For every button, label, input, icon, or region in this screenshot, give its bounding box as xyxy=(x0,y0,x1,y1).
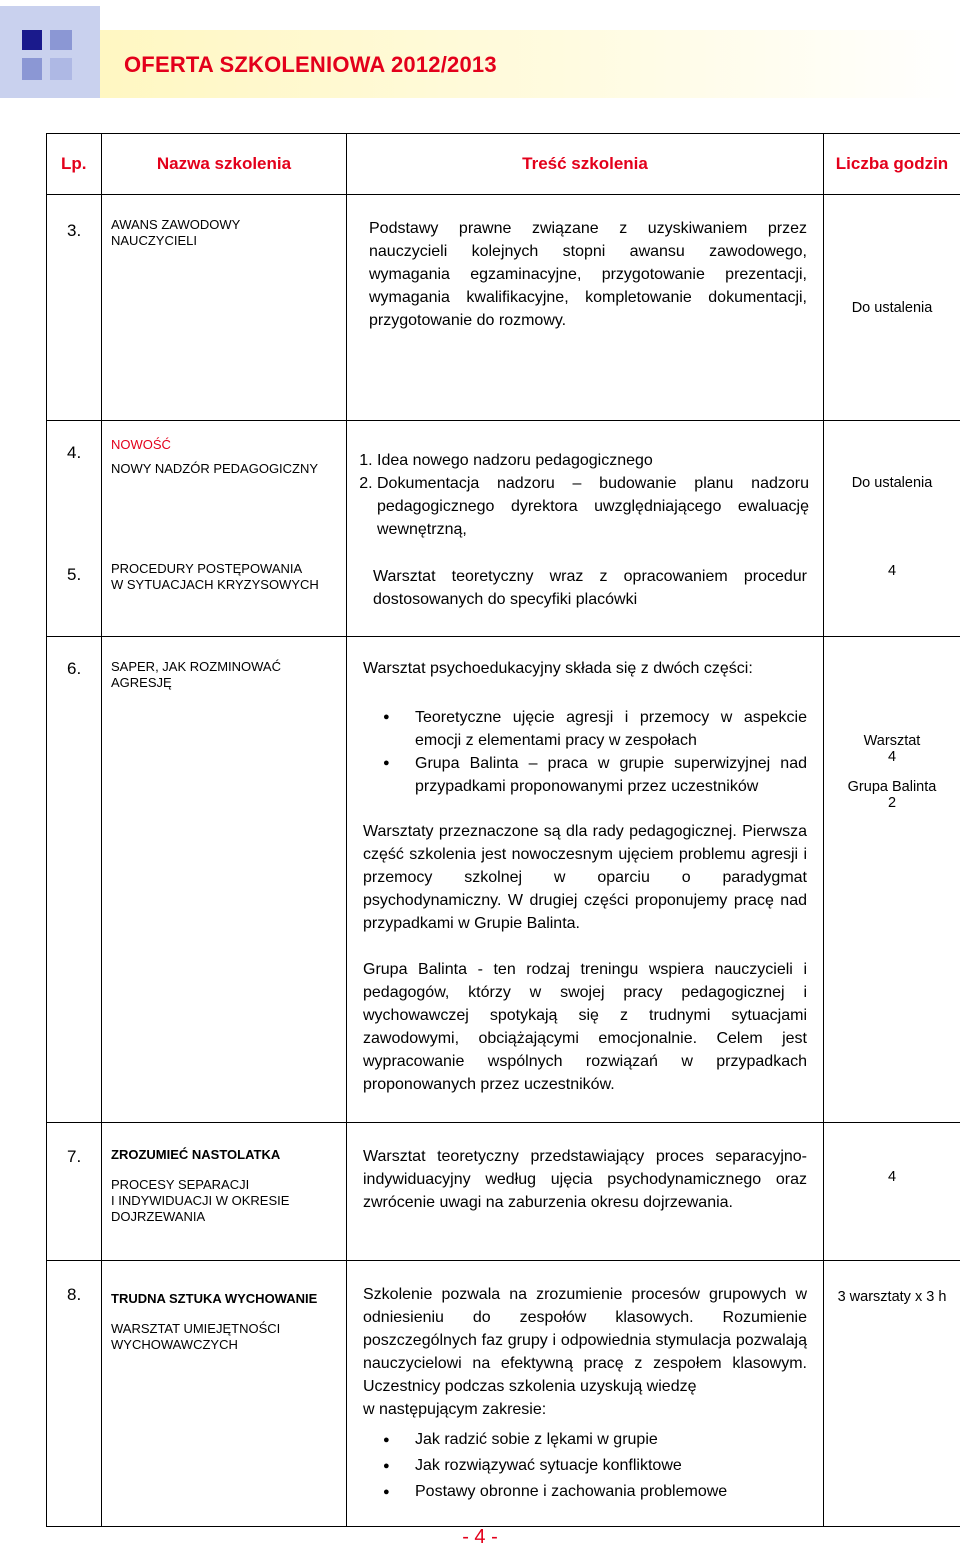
hours-line: Grupa Balinta xyxy=(847,779,937,795)
training-hours: 4 xyxy=(824,545,960,637)
training-hours: 3 warsztaty x 3 h xyxy=(824,1261,960,1527)
header-lp: Lp. xyxy=(47,134,102,195)
deco-square-bg xyxy=(0,6,100,98)
header-name: Nazwa szkolenia xyxy=(102,134,347,195)
training-name-line: NOWY NADZÓR PEDAGOGICZNY xyxy=(111,461,319,476)
training-name xyxy=(102,1261,347,1527)
row-number: 8. xyxy=(47,1261,102,1527)
training-name-line: PROCESY SEPARACJI xyxy=(111,1177,250,1192)
table-header-row xyxy=(47,134,960,195)
content-text: Podstawy prawne związane z uzyskiwaniem przez nauczycieli kolejnych stopni awansu zawodowego, wymagania egzaminacyjne, przygotowanie prezentacji, wymagania kwalifikacyjne, kompletowanie dokumentacji, przygotowanie do rozmowy. xyxy=(369,220,807,329)
training-hours: Do ustalenia xyxy=(824,195,960,421)
training-content: Warsztat teoretyczny wraz z opracowaniem procedur dostosowanych do specyfiki placówki xyxy=(347,545,824,637)
content-paragraph: Warsztaty przeznaczone są dla rady pedagogicznej. Pierwsza część szkolenia jest nowoczesnym ujęciem problemu agresji i przemocy szkolnej w oparciu o paradygmat psychodynamiczny. W drugiej części proponujemy pracę nad przypadkami w Grupie Balinta. xyxy=(363,823,807,932)
list-item: ● Grupa Balinta – praca w grupie superwizyjnej nad przypadkami proponowanymi przez uczestników xyxy=(415,752,807,798)
list-item: 2. Dokumentacja nadzoru – budowanie planu nadzoru pedagogicznego dyrektora uwzględniającego ewaluację wewnętrzną, xyxy=(377,472,809,541)
training-content xyxy=(347,637,824,1123)
content-paragraph: w następującym zakresie: xyxy=(363,1401,547,1418)
new-badge: NOWOŚĆ xyxy=(111,437,171,452)
training-hours xyxy=(824,637,960,1123)
list-item: ● Postawy obronne i zachowania problemowe xyxy=(415,1479,807,1505)
list-item: ● Teoretyczne ujęcie agresji i przemocy w aspekcie emocji z elementami pracy w zespołach xyxy=(415,706,807,752)
table-row xyxy=(47,1261,960,1527)
training-name-line: AWANS ZAWODOWY xyxy=(111,217,241,232)
content-paragraph: Szkolenie pozwala na zrozumienie procesów grupowych w odniesieniu do zespołów klasowych. Rozumienie poszczególnych faz grupy i odpowiednia stymulacja pozwalają nauczycielowi na efektywną pracę z zespołem klasowym. Uczestnicy podczas szkolenia uzyskują wiedzę xyxy=(363,1286,807,1395)
page-number: - 4 - xyxy=(462,1526,498,1548)
training-name xyxy=(102,195,347,421)
row-number: 7. xyxy=(47,1123,102,1261)
training-content xyxy=(347,195,824,421)
content-paragraph: Grupa Balinta - ten rodzaj treningu wspiera nauczycieli i pedagogów, którzy w swojej pracy pedagogicznej i wychowawczej spotykają się z trudnymi sytuacjami zawodowymi, obciążającymi emocjonalnie. Celem jest wypracowanie wspólnych rozwiązań w przypadkach proponowanych przez uczestników. xyxy=(363,961,807,1093)
row-number: 5. xyxy=(47,545,102,637)
table-row xyxy=(47,195,960,421)
training-name-line: NAUCZYCIELI xyxy=(111,233,197,248)
content-list xyxy=(357,449,809,541)
training-name xyxy=(102,637,347,1123)
content-bullets xyxy=(363,706,807,798)
header-content: Treść szkolenia xyxy=(347,134,824,195)
table-row xyxy=(47,421,960,545)
deco-square-mid xyxy=(22,58,42,80)
training-name-line: DOJRZEWANIA xyxy=(111,1209,206,1224)
row-number: 6. xyxy=(47,637,102,1123)
training-content xyxy=(347,1261,824,1527)
training-content xyxy=(347,421,824,545)
hours-line: Warsztat xyxy=(863,733,921,749)
training-name xyxy=(102,545,347,637)
training-content: Warsztat teoretyczny przedstawiający proces separacyjno-indywiduacyjny według ujęcia psychodynamicznego oraz zwrócenie uwagi na zaburzenia okresu dojrzewania. xyxy=(347,1123,824,1261)
training-name-line: WYCHOWAWCZYCH xyxy=(111,1337,238,1352)
training-name-line: W SYTUACJACH KRYZYSOWYCH xyxy=(111,576,319,592)
training-name-title: ZROZUMIEĆ NASTOLATKA xyxy=(111,1147,281,1162)
list-item: ● Jak rozwiązywać sytuacje konfliktowe xyxy=(415,1453,807,1479)
hours-line: 2 xyxy=(887,795,897,811)
training-name xyxy=(102,1123,347,1261)
table-row xyxy=(47,1123,960,1261)
row-number: 3. xyxy=(47,195,102,421)
training-name xyxy=(102,421,347,545)
training-hours: 4 xyxy=(824,1123,960,1261)
training-name-line: WARSZTAT UMIEJĘTNOŚCI xyxy=(111,1321,281,1336)
training-name-line: SAPER, JAK ROZMINOWAĆ xyxy=(111,659,281,674)
table-row xyxy=(47,545,960,637)
deco-square-light xyxy=(50,58,72,80)
row-number: 4. xyxy=(47,421,102,545)
table-row xyxy=(47,637,960,1123)
deco-square-dark xyxy=(22,30,42,50)
list-item: 1. Idea nowego nadzoru pedagogicznego xyxy=(377,449,809,472)
training-name-title: TRUDNA SZTUKA WYCHOWANIE xyxy=(111,1291,318,1306)
training-name-line: PROCEDURY POSTĘPOWANIA xyxy=(111,560,303,576)
training-hours: Do ustalenia xyxy=(824,421,960,545)
offer-table xyxy=(46,133,960,1527)
header-decoration xyxy=(0,0,110,100)
training-name-line: I INDYWIDUACJI W OKRESIE xyxy=(111,1193,290,1208)
page-title: OFERTA SZKOLENIOWA 2012/2013 xyxy=(124,52,497,77)
hours-line: 4 xyxy=(887,749,897,765)
list-item: ● Jak radzić sobie z lękami w grupie xyxy=(415,1427,807,1453)
content-bullets xyxy=(363,1427,807,1505)
header-hours: Liczba godzin xyxy=(824,134,960,195)
content-intro: Warsztat psychoedukacyjny składa się z dwóch części: xyxy=(363,660,753,677)
training-name-line: AGRESJĘ xyxy=(111,675,172,690)
deco-square-mid xyxy=(50,30,72,50)
